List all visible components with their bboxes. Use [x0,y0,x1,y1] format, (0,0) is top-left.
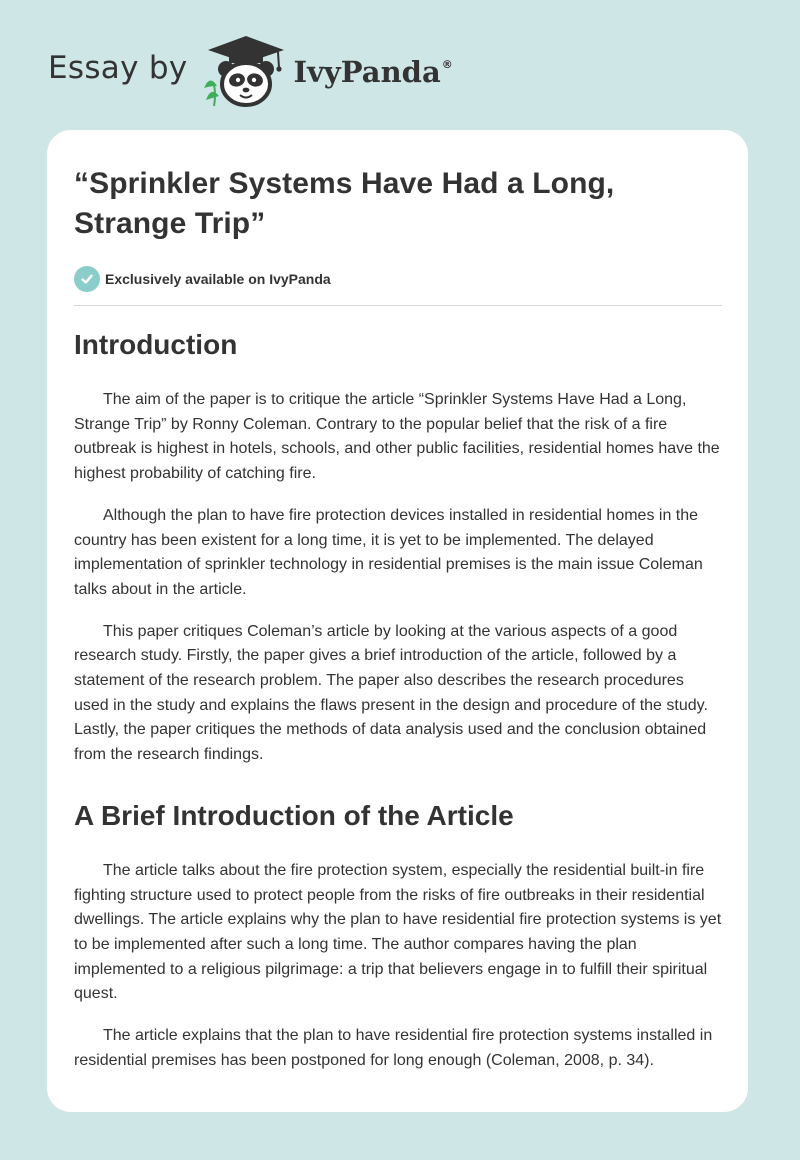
paragraph: Although the plan to have fire protection devices installed in residential homes in the country has been existent for a long time, it is yet to be implemented. The delayed implementation of sprinkler technology in residential premises is the main issue Coleman talks about in the article. [74,506,703,598]
paragraph: This paper critiques Coleman’s article by looking at the various aspects of a good research study. Firstly, the paper gives a brief introduction of the article, followed by a statement of the research problem. The paper also describes the research procedures used in the study and explains the flaws present in the design and procedure of the study. Lastly, the paper critiques the methods of data analysis used and the conclusion obtained from the research findings. [74,622,708,764]
exclusive-label: Exclusively available on IvyPanda [105,271,331,287]
registered-mark: ® [441,58,453,71]
paragraph: The article talks about the fire protection system, especially the residential built-in fire fighting structure used to protect people from the risks of fire outbreaks in their residential dwellings. The article explains why the plan to have residential fire protection systems is yet to be implemented after such a long time. The author compares having the plan implemented to a religious pilgrimage: a trip that believers engage in to fulfill their spiritual quest. [74,861,722,1003]
divider [74,305,722,306]
brand-header[interactable] [48,34,453,108]
page-title [74,164,722,244]
ivy-leaf-icon [204,80,219,106]
brand-name [294,55,453,89]
paragraph: The article explains that the plan to have residential fire protection systems installed in residential premises has been postponed for long enough (Coleman, 2008, p. 34). [74,1027,713,1069]
brand-prefix: Essay by [48,50,188,86]
panda-graduate-icon [202,34,290,108]
check-icon [74,266,100,292]
essay-card [47,130,748,1112]
title-line-2: Strange Trip” [74,207,266,240]
title-line-1: “Sprinkler Systems Have Had a Long, [74,167,615,200]
introduction-heading: Introduction [74,329,238,360]
exclusive-badge [74,266,722,292]
brief-introduction-heading: A Brief Introduction of the Article [74,799,514,831]
brand-name-text: IvyPanda [293,55,441,89]
paragraph: The aim of the paper is to critique the article “Sprinkler Systems Have Had a Long, Strange Trip” by Ronny Coleman. Contrary to the popular belief that the risk of a fire outbreak is highest in hotels, schools, and other public facilities, residential homes have the highest probability of catching fire. [74,391,720,483]
